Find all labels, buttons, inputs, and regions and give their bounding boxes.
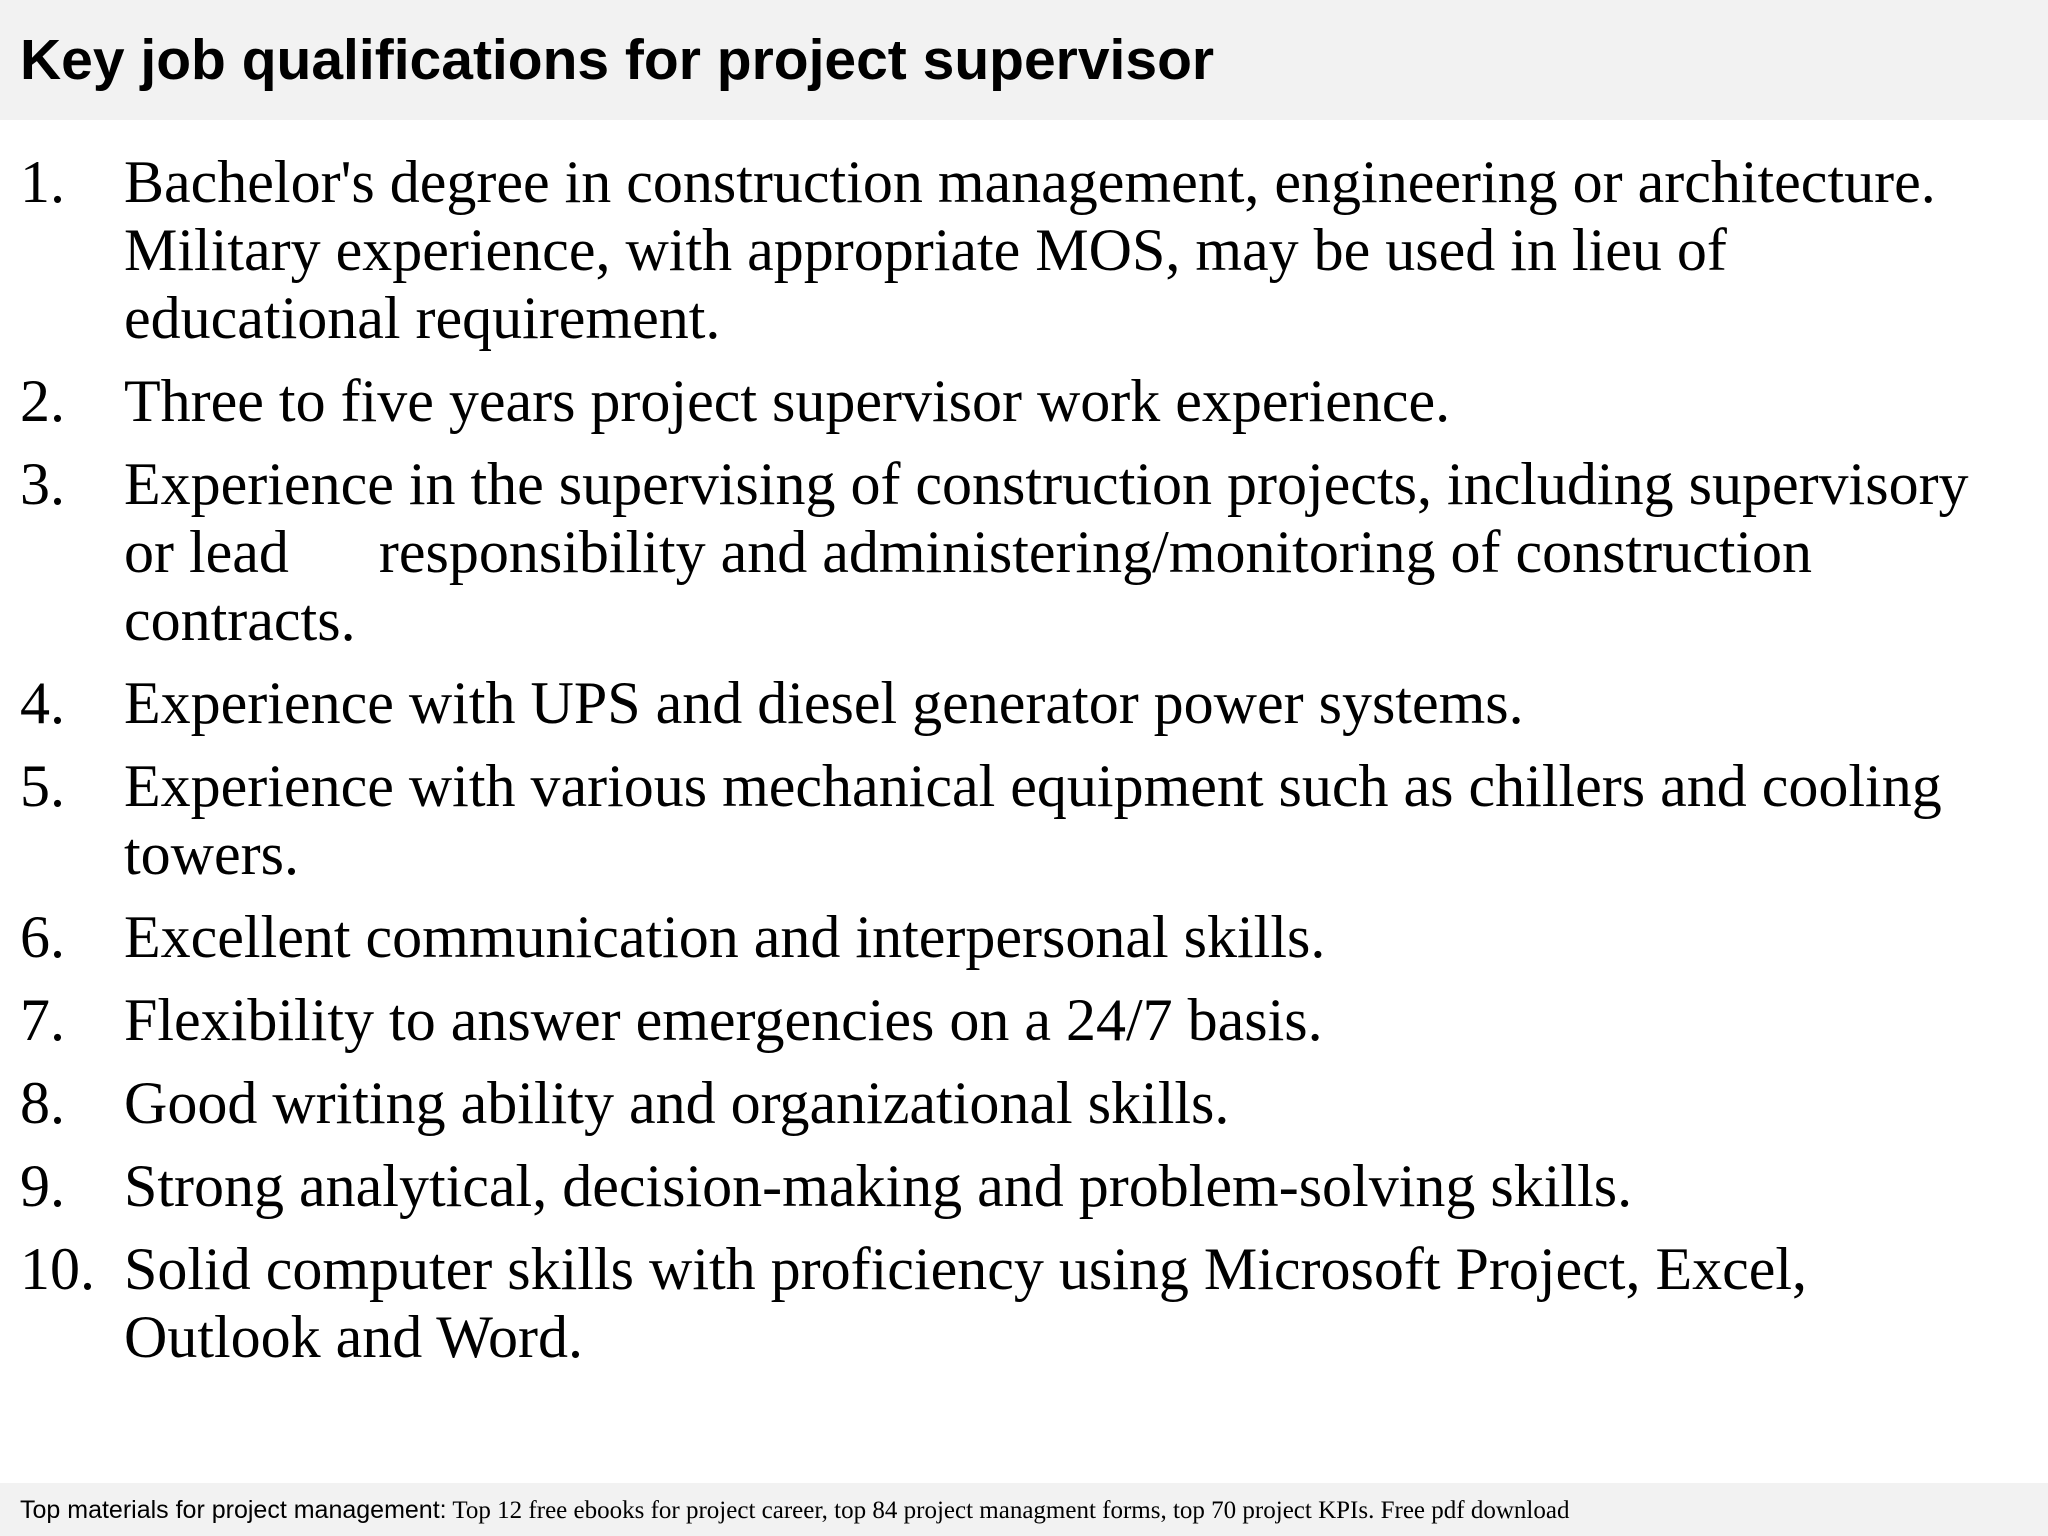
item-number: 8. — [20, 1070, 65, 1136]
item-number: 1. — [20, 149, 65, 215]
list-item — [0, 367, 2048, 435]
item-text: Strong analytical, decision-making and problem-solving skills. — [124, 1153, 1633, 1219]
item-number: 7. — [20, 987, 65, 1053]
list-item — [0, 1235, 2048, 1371]
list-item — [0, 148, 2048, 352]
footer-lead: Top materials for project management: — [20, 1496, 447, 1524]
list-item — [0, 450, 2048, 654]
item-number: 10. — [20, 1236, 95, 1302]
item-text: Experience with various mechanical equipment such as chillers and cooling towers. — [124, 753, 1942, 887]
item-text: Good writing ability and organizational skills. — [124, 1070, 1230, 1136]
footer-rest: Top 12 free ebooks for project career, top 84 project managment forms, top 70 project KPIs. Free pdf download — [446, 1497, 1570, 1524]
item-text: Bachelor's degree in construction management, engineering or architecture. Military experience, with appropriate MOS, may be used in lieu of educational requirement. — [124, 149, 1936, 351]
item-number: 2. — [20, 368, 65, 434]
item-text: Experience in the supervising of construction projects, including supervisory or lead responsibility and administering/monitoring of construction contracts. — [124, 451, 1984, 653]
item-text: Experience with UPS and diesel generator power systems. — [124, 670, 1524, 736]
list-item — [0, 1152, 2048, 1220]
item-text: Excellent communication and interpersonal skills. — [124, 904, 1326, 970]
item-text: Solid computer skills with proficiency using Microsoft Project, Excel, Outlook and Word. — [124, 1236, 1808, 1370]
list-item — [0, 1069, 2048, 1137]
footer-text — [20, 1493, 1569, 1528]
item-number: 3. — [20, 451, 65, 517]
qualifications-list — [0, 148, 2048, 1386]
list-item — [0, 669, 2048, 737]
item-number: 5. — [20, 753, 65, 819]
item-number: 6. — [20, 904, 65, 970]
list-item — [0, 903, 2048, 971]
item-text: Three to five years project supervisor work experience. — [124, 368, 1451, 434]
page-title: Key job qualifications for project supervisor — [20, 28, 1215, 92]
item-text: Flexibility to answer emergencies on a 24/7 basis. — [124, 987, 1323, 1053]
list-item — [0, 752, 2048, 888]
item-number: 9. — [20, 1153, 65, 1219]
list-item — [0, 986, 2048, 1054]
title-bar — [0, 0, 2048, 120]
item-number: 4. — [20, 670, 65, 736]
